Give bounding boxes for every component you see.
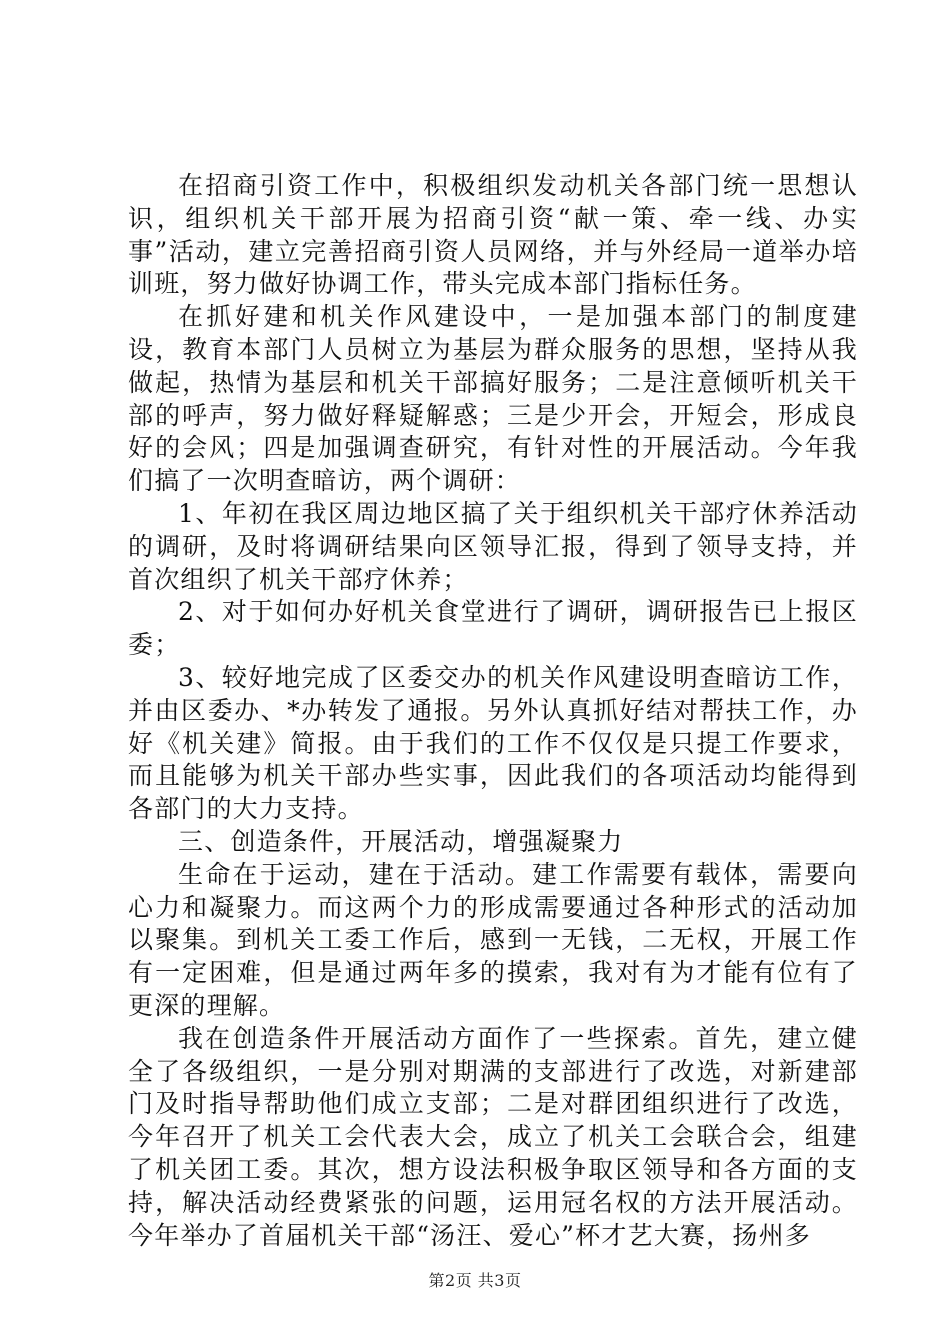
paragraph-exploration: 我在创造条件开展活动方面作了一些探索。首先，建立健全了各级组织，一是分别对期满的支部进行了改选，对新建部门及时指导帮助他们成立支部；二是对群团组织进行了改选，今年召开了机关工会代表大会，成立了机关工会联合会，组建了机关团工委。其次，想方设法积极争取区领导和各方面的支持，解决活动经费紧张的问题，运用冠名权的方法开展活动。今年举办了首届机关干部“汤汪、爱心”杯才艺大赛，扬州多 <box>128 1023 858 1250</box>
paragraph-activities: 生命在于运动，建在于活动。建工作需要有载体，需要向心力和凝聚力。而这两个力的形成需要通过各种形式的活动加以聚集。到机关工委工作后，感到一无钱，二无权，开展工作有一定困难，但是通过两年多的摸索，我对有为才能有位有了更深的理解。 <box>128 859 858 1020</box>
paragraph-party-building: 在抓好建和机关作风建设中，一是加强本部门的制度建设，教育本部门人员树立为基层为群众服务的思想，坚持从我做起，热情为基层和机关干部搞好服务；二是注意倾听机关干部的呼声，努力做好释疑解惑；三是少开会，开短会，形成良好的会风；四是加强调查研究，有针对性的开展活动。今年我们搞了一次明查暗访，两个调研： <box>128 302 858 496</box>
paragraph-item-3: 3、较好地完成了区委交办的机关作风建设明查暗访工作，并由区委办、*办转发了通报。另外认真抓好结对帮扶工作，办好《机关建》简报。由于我们的工作不仅仅是只提工作要求，而且能够为机关干部办些实事，因此我们的各项活动均能得到各部门的大力支持。 <box>128 662 858 824</box>
paragraph-item-1: 1、年初在我区周边地区搞了关于组织机关干部疗休养活动的调研，及时将调研结果向区领导汇报，得到了领导支持，并首次组织了机关干部疗休养； <box>128 498 858 594</box>
document-body <box>128 170 858 1252</box>
section-heading-3: 三、创造条件，开展活动，增强凝聚力 <box>178 826 624 856</box>
paragraph-investment: 在招商引资工作中，积极组织发动机关各部门统一思想认识，组织机关干部开展为招商引资“献一策、牵一线、办实事”活动，建立完善招商引资人员网络，并与外经局一道举办培训班，努力做好协调工作，带头完成本部门指标任务。 <box>128 171 858 299</box>
paragraph-item-2: 2、对于如何办好机关食堂进行了调研，调研报告已上报区委； <box>128 597 858 660</box>
page-footer: 第2页 共3页 <box>428 1271 522 1290</box>
